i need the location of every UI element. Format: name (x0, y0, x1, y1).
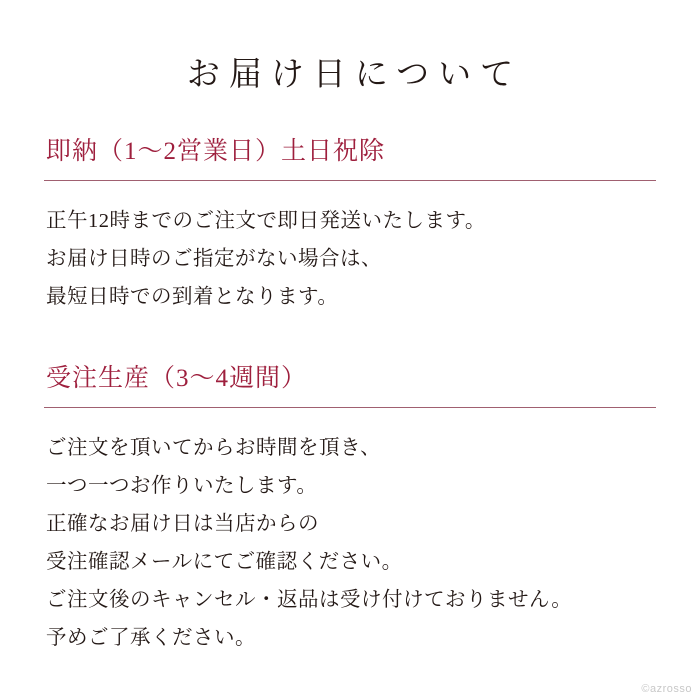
section-divider (44, 180, 656, 181)
section-heading: 即納（1〜2営業日）土日祝除 (46, 137, 386, 165)
body-line: 一つ一つお作りいたします。 (46, 475, 318, 498)
body-line: ご注文を頂いてからお時間を頂き、 (46, 437, 382, 460)
body-line: 正午12時までのご注文で即日発送いたします。 (46, 210, 486, 233)
section-immediate-shipping (44, 136, 656, 317)
body-line: ご注文後のキャンセル・返品は受け付けておりません。 (46, 589, 573, 612)
body-line: 最短日時での到着となります。 (46, 285, 339, 308)
section-heading: 受注生産（3〜4週間） (46, 364, 308, 392)
section-divider (44, 407, 656, 408)
body-line: お届け日時のご指定がない場合は、 (46, 248, 382, 271)
page-title: お届け日について (186, 57, 523, 93)
watermark: ©azrosso (641, 683, 692, 695)
body-line: 受注確認メールにてご確認ください。 (46, 551, 403, 574)
body-line: 正確なお届け日は当店からの (46, 513, 319, 536)
section-made-to-order (44, 363, 656, 658)
body-line: 予めご了承ください。 (46, 626, 256, 649)
